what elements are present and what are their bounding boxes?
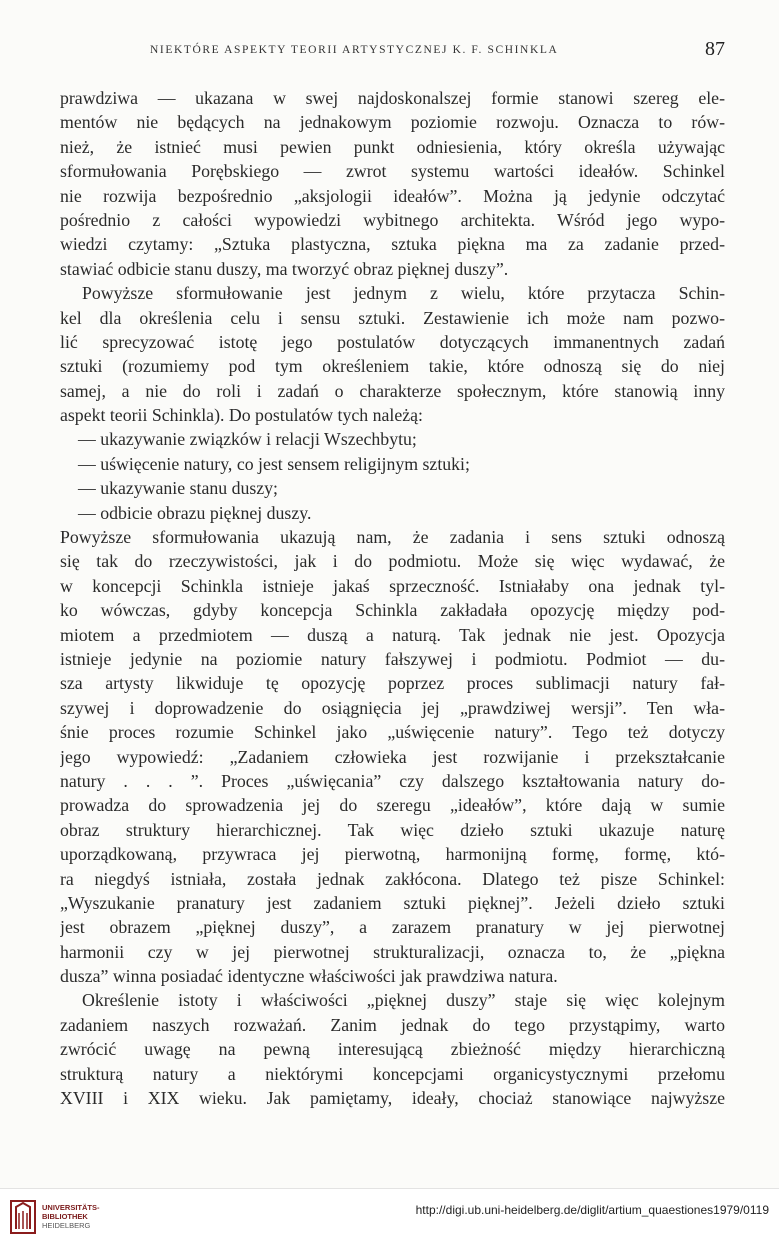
text-line: pośrednio z całości wypowiedzi wybitnego architekta. Wśród jego wypo-	[60, 209, 725, 230]
list-item: — uświęcenie natury, co jest sensem religijnym sztuki;	[78, 453, 470, 474]
text-line: istnieje jedynie na poziomie natury fałszywej i podmiotu. Podmiot — du-	[60, 648, 725, 669]
text-line: szywej i doprowadzenie do osiągnięcia jej „prawdziwej wersji”. Ten wła-	[60, 697, 725, 718]
running-head: NIEKTÓRE ASPEKTY TEORII ARTYSTYCZNEJ K. F. SCHINKLA	[150, 44, 559, 56]
text-line: ko wówczas, gdyby koncepcja Schinkla zakładała opozycję między pod-	[60, 600, 725, 621]
text-line: śnie proces rozumie Schinkel jako „uświęcenie natury”. Tego też dotyczy	[60, 722, 725, 743]
library-logo-icon	[10, 1199, 36, 1235]
logo-line: HEIDELBERG	[42, 1221, 91, 1230]
list-item: — ukazywanie stanu duszy;	[78, 478, 278, 499]
text-line: uporządkowaną, przywraca jej pierwotną, harmonijną formę, formę, któ-	[60, 844, 725, 865]
text-line: „Wyszukanie pranatury jest zadaniem sztuki pięknej”. Jeżeli dzieło sztuki	[60, 892, 725, 913]
text-line: ra niegdyś istniała, została jednak zakłócona. Dlatego też pisze Schinkel:	[60, 868, 725, 889]
text-line: miotem a przedmiotem — duszą a naturą. Tak jednak nie jest. Opozycja	[60, 624, 725, 645]
text-line: sza artysty likwiduje tę opozycję poprzez proces sublimacji natury fał-	[60, 673, 725, 694]
text-line: w koncepcji Schinkla istnieje jakaś sprzeczność. Istniałaby ona jednak tyl-	[60, 575, 725, 596]
text-line: obraz struktury hierarchicznej. Tak więc dzieło sztuki ukazuje naturę	[60, 819, 725, 840]
text-line: zadaniem naszych rozważań. Zanim jednak do tego przystąpimy, warto	[60, 1014, 725, 1035]
text-line: samej, a nie do roli i zadań o charakterze społecznym, które stanowią inny	[60, 380, 725, 401]
source-url[interactable]: http://digi.ub.uni-heidelberg.de/diglit/artium_quaestiones1979/0119	[415, 1203, 769, 1217]
text-line: zwrócić uwagę na pewną interesującą zbieżność między hierarchiczną	[60, 1039, 725, 1060]
logo-line: UNIVERSITÄTS-	[42, 1203, 100, 1212]
text-line: stawiać odbicie stanu duszy, ma tworzyć obraz pięknej duszy”.	[60, 258, 509, 279]
text-line: strukturą natury a niektórymi koncepcjami organicystycznymi przełomu	[60, 1063, 725, 1084]
text-line: nie rozwija bezpośrednio „aksjologii ideałów”. Można ją jedynie odczytać	[60, 185, 725, 206]
logo-line: BIBLIOTHEK	[42, 1212, 88, 1221]
text-line: dusza” winna posiadać identyczne właściwości jak prawdziwa natura.	[60, 966, 558, 987]
text-line: aspekt teorii Schinkla). Do postulatów tych należą:	[60, 405, 423, 426]
text-line: nież, że istnieć musi pewien punkt odniesienia, który określa używając	[60, 136, 725, 157]
text-line: kel dla określenia celu i sensu sztuki. Zestawienie ich może nam pozwo-	[60, 307, 725, 328]
text-line: sformułowania Porębskiego — zwrot systemu wartości ideałów. Schinkel	[60, 161, 725, 182]
page-number: 87	[705, 38, 725, 60]
text-line: jego wypowiedź: „Zadaniem człowieka jest rozwijanie i przekształcanie	[60, 746, 725, 767]
page-header	[60, 40, 725, 64]
library-footer	[0, 1188, 779, 1247]
list-item: — odbicie obrazu pięknej duszy.	[78, 502, 312, 523]
text-line: Powyższe sformułowania ukazują nam, że zadania i sens sztuki odnoszą	[60, 527, 725, 548]
text-line: jest obrazem „pięknej duszy”, a zarazem pranatury w jej pierwotnej	[60, 917, 725, 938]
text-line: się tak do rzeczywistości, jak i do podmiotu. Może się więc wydawać, że	[60, 551, 725, 572]
text-line: prowadza do sprowadzenia jej do szeregu „ideałów”, które dają w sumie	[60, 795, 725, 816]
text-line: harmonii czy w jej pierwotnej strukturalizacji, oznacza to, że „piękna	[60, 941, 725, 962]
text-line: prawdziwa — ukazana w swej najdoskonalszej formie stanowi szereg ele-	[60, 88, 725, 108]
text-line: Określenie istoty i właściwości „pięknej duszy” staje się więc kolejnym	[82, 990, 725, 1011]
library-logo	[10, 1199, 160, 1239]
list-item: — ukazywanie związków i relacji Wszechbytu;	[78, 429, 417, 450]
text-line: Powyższe sformułowanie jest jednym z wielu, które przytacza Schin-	[82, 283, 725, 304]
body-text	[60, 86, 725, 1110]
text-line: natury . . . ”. Proces „uświęcania” czy dalszego kształtowania natury do-	[60, 770, 725, 791]
text-line: wiedzi czytamy: „Sztuka plastyczna, sztuka piękna ma za zadanie przed-	[60, 234, 725, 255]
text-line: sztuki (rozumiemy pod tym określeniem takie, które odnoszą się do niej	[60, 356, 725, 377]
text-line: XVIII i XIX wieku. Jak pamiętamy, ideały, chociaż stanowiące najwyższe	[60, 1088, 725, 1109]
text-line: mentów nie będących na jednakowym poziomie rozwoju. Oznacza to rów-	[60, 112, 725, 133]
text-line: lić sprecyzować istotę jego postulatów dotyczących immanentnych zadań	[60, 331, 725, 352]
library-logo-text	[42, 1203, 100, 1230]
